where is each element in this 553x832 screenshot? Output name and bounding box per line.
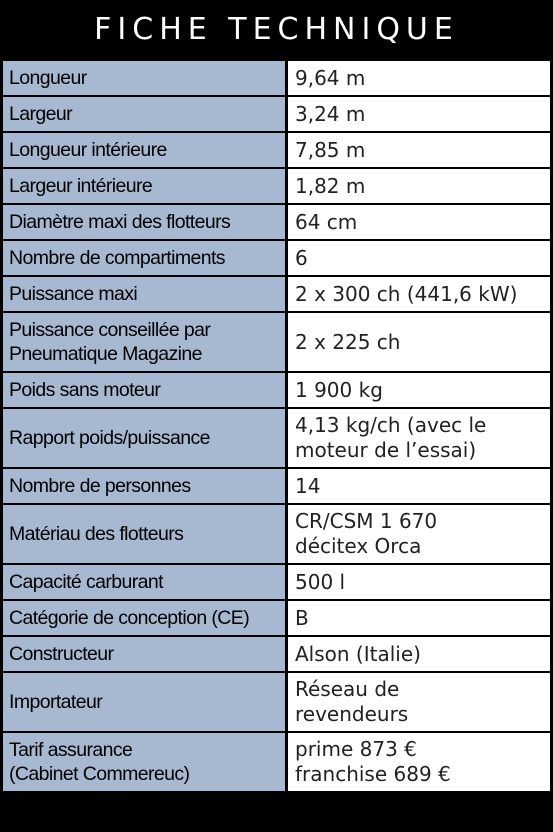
row-label-largeur-interieure: Largeur intérieure xyxy=(3,169,288,205)
row-value-materiau: CR/CSM 1 670 décitex Orca xyxy=(288,505,550,565)
table-row xyxy=(3,505,550,565)
row-value-largeur: 3,24 m xyxy=(288,97,550,133)
table-row xyxy=(3,373,550,409)
row-label-longueur: Longueur xyxy=(3,61,288,97)
row-label-diametre: Diamètre maxi des flotteurs xyxy=(3,205,288,241)
row-label-categorie: Catégorie de conception (CE) xyxy=(3,601,288,637)
row-label-personnes: Nombre de personnes xyxy=(3,469,288,505)
row-value-carburant: 500 l xyxy=(288,565,550,601)
table-row xyxy=(3,565,550,601)
row-label-carburant: Capacité carburant xyxy=(3,565,288,601)
row-label-puissance-conseillee: Puissance conseillée par Pneumatique Magazine xyxy=(3,313,288,373)
row-value-poids: 1 900 kg xyxy=(288,373,550,409)
row-value-longueur-interieure: 7,85 m xyxy=(288,133,550,169)
sheet-title: FICHE TECHNIQUE xyxy=(94,12,459,47)
row-label-importateur: Importateur xyxy=(3,673,288,733)
table-row xyxy=(3,277,550,313)
row-value-tarif: prime 873 € franchise 689 € xyxy=(288,733,550,791)
row-value-largeur-interieure: 1,82 m xyxy=(288,169,550,205)
row-label-materiau: Matériau des flotteurs xyxy=(3,505,288,565)
table-row xyxy=(3,601,550,637)
row-label-compartiments: Nombre de compartiments xyxy=(3,241,288,277)
row-label-constructeur: Constructeur xyxy=(3,637,288,673)
table-row xyxy=(3,61,550,97)
table-row xyxy=(3,169,550,205)
row-label-tarif: Tarif assurance (Cabinet Commereuc) xyxy=(3,733,288,791)
row-label-largeur: Largeur xyxy=(3,97,288,133)
row-value-puissance-conseillee: 2 x 225 ch xyxy=(288,313,550,373)
table-row xyxy=(3,313,550,373)
row-value-diametre: 64 cm xyxy=(288,205,550,241)
table-row xyxy=(3,409,550,469)
table-row xyxy=(3,205,550,241)
row-value-importateur: Réseau de revendeurs xyxy=(288,673,550,733)
row-value-constructeur: Alson (Italie) xyxy=(288,637,550,673)
row-value-puissance-maxi: 2 x 300 ch (441,6 kW) xyxy=(288,277,550,313)
row-value-rapport: 4,13 kg/ch (avec le moteur de l’essai) xyxy=(288,409,550,469)
row-label-rapport: Rapport poids/puissance xyxy=(3,409,288,469)
table-row xyxy=(3,733,550,791)
row-value-personnes: 14 xyxy=(288,469,550,505)
table-row xyxy=(3,673,550,733)
table-row xyxy=(3,469,550,505)
table-row xyxy=(3,637,550,673)
table-row xyxy=(3,97,550,133)
row-label-puissance-maxi: Puissance maxi xyxy=(3,277,288,313)
row-value-longueur: 9,64 m xyxy=(288,61,550,97)
row-label-poids: Poids sans moteur xyxy=(3,373,288,409)
row-label-longueur-interieure: Longueur intérieure xyxy=(3,133,288,169)
row-value-compartiments: 6 xyxy=(288,241,550,277)
row-value-categorie: B xyxy=(288,601,550,637)
spec-table xyxy=(3,61,550,791)
table-row xyxy=(3,133,550,169)
table-row xyxy=(3,241,550,277)
